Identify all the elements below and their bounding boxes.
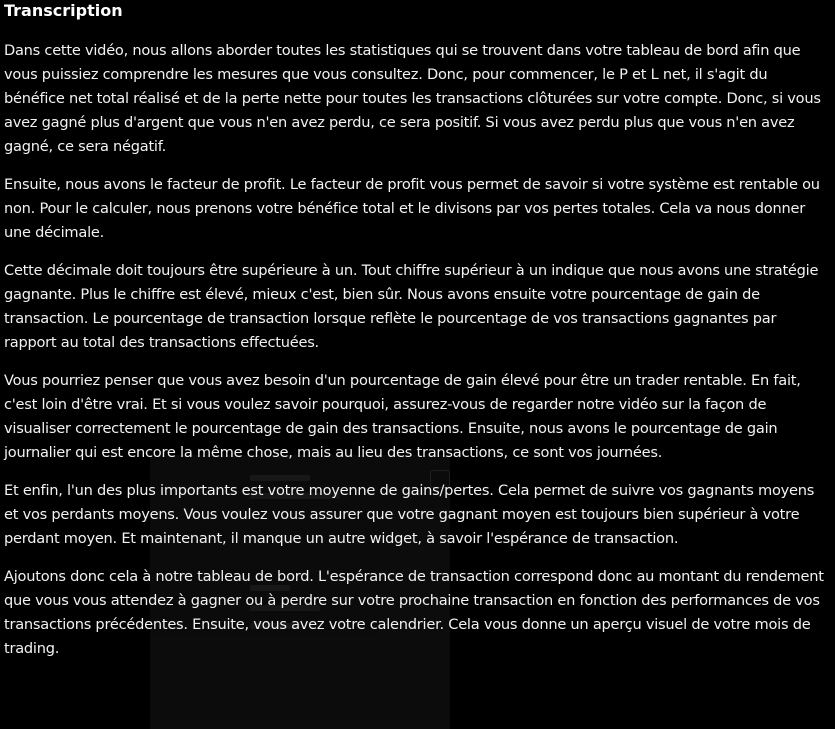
transcript-title: Transcription [4, 1, 123, 20]
transcript-paragraph: Vous pourriez penser que vous avez besoin d'un pourcentage de gain élevé pour être un trader rentable. En fait, c'est loin d'être vrai. Et si vous voulez savoir pourquoi, assurez-vous de regarder notre vidéo sur la façon de visualiser correctement le pourcentage de gain des transactions. Ensuite, nous avons le pourcentage de gain journalier qui est encore la même chose, mais au lieu des transactions, ce sont vos journées. [4, 372, 801, 461]
transcript-paragraph: Dans cette vidéo, nous allons aborder toutes les statistiques qui se trouvent dans votre tableau de bord afin que vous puissiez comprendre les mesures que vous consultez. Donc, pour commencer, le P et L net, il s'agit du bénéfice net total réalisé et de la perte nette pour toutes les transactions clôturées sur votre compte. Donc, si vous avez gagné plus d'argent que vous n'en avez perdu, ce sera positif. Si vous avez perdu plus que vous n'en avez gagné, ce sera négatif. [4, 42, 821, 155]
transcript-paragraph: Et enfin, l'un des plus importants est votre moyenne de gains/pertes. Cela permet de suivre vos gagnants moyens et vos perdants moyens. Vous voulez vous assurer que votre gagnant moyen est toujours bien supérieur à votre perdant moyen. Et maintenant, il manque un autre widget, à savoir l'espérance de transaction. [4, 482, 815, 547]
transcript-paragraph: Ajoutons donc cela à notre tableau de bord. L'espérance de transaction correspond donc au montant du rendement que vous vous attendez à gagner ou à perdre sur votre prochaine transaction en fonction des performances de vos transactions précédentes. Ensuite, vous avez votre calendrier. Cela vous donne un aperçu visuel de votre mois de trading. [4, 568, 824, 657]
transcript-panel [4, 0, 830, 661]
transcript-paragraph: Ensuite, nous avons le facteur de profit. Le facteur de profit vous permet de savoir si votre système est rentable ou non. Pour le calculer, nous prenons votre bénéfice total et le divisons par vos pertes totales. Cela va nous donner une décimale. [4, 176, 820, 241]
transcript-paragraph: Cette décimale doit toujours être supérieure à un. Tout chiffre supérieur à un indique que nous avons une stratégie gagnante. Plus le chiffre est élevé, mieux c'est, bien sûr. Nous avons ensuite votre pourcentage de gain de transaction. Le pourcentage de transaction lorsque reflète le pourcentage de vos transactions gagnantes par rapport au total des transactions effectuées. [4, 262, 819, 351]
